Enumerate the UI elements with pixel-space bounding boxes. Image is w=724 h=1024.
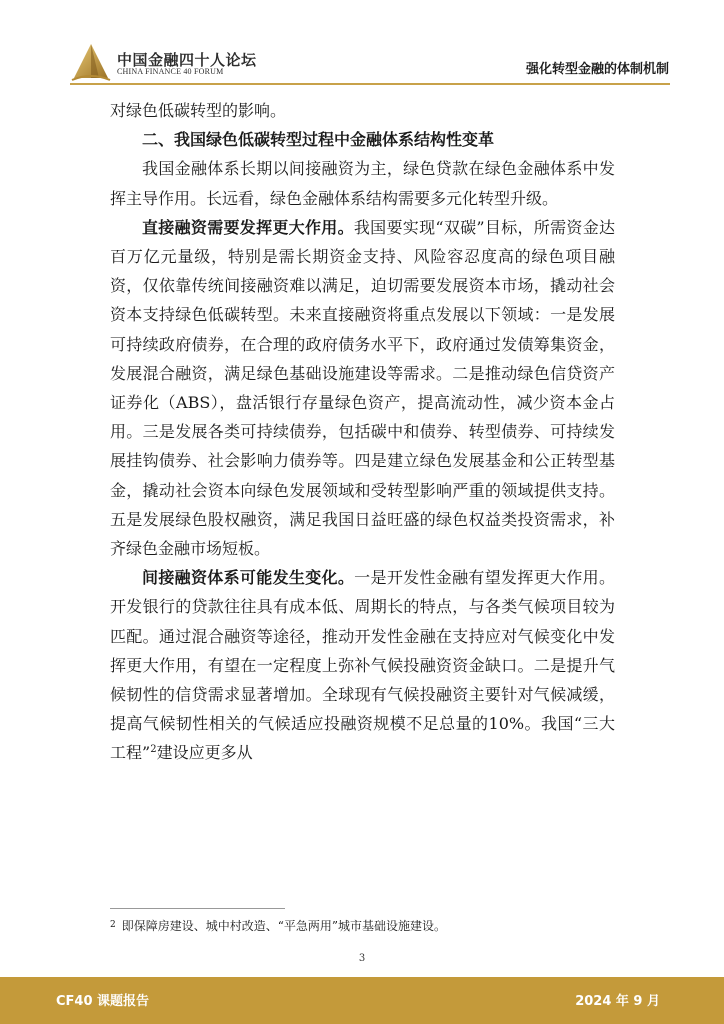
footnote-reference[interactable]: 2 — [150, 744, 157, 756]
page-number: 3 — [358, 953, 366, 964]
footnote-divider — [110, 908, 285, 909]
footer-series-label: CF40 课题报告 — [56, 994, 150, 1009]
paragraph-indirect-financing — [110, 563, 615, 767]
forum-logo-icon — [70, 42, 112, 82]
paragraph-tail-indirect: 建设应更多从 — [156, 743, 253, 763]
paragraph-direct-financing — [110, 213, 615, 563]
paragraph-overview: 我国金融体系长期以间接融资为主，绿色贷款在绿色金融体系中发挥主导作用。长远看，绿色金融体系结构需要多元化转型升级。 — [110, 159, 615, 208]
document-body — [110, 96, 615, 768]
page-footer — [0, 977, 724, 1024]
paragraph-lead-indirect: 间接融资体系可能发生变化。 — [142, 568, 355, 588]
paragraph-lead-direct: 直接融资需要发挥更大作用。 — [142, 217, 354, 237]
paragraph-continuation: 对绿色低碳转型的影响。 — [110, 101, 287, 120]
header-report-title: 强化转型金融的体制机制 — [525, 62, 669, 77]
logo-english-name: CHINA FINANCE 40 FORUM — [117, 67, 224, 76]
footer-date: 2024 年 9 月 — [575, 994, 660, 1009]
logo-chinese-name: 中国金融四十人论坛 — [117, 51, 257, 69]
section-heading: 二、我国绿色低碳转型过程中金融体系结构性变革 — [142, 130, 495, 150]
paragraph-body-indirect: 一是开发性金融有望发挥更大作用。开发银行的贷款往往具有成本低、周期长的特点，与各类气候项目较为匹配。通过混合融资等途径，推动开发性金融在支持应对气候变化中发挥更大作用，有望在一定程度上弥补气候投融资资金缺口。二是提升气候韧性的信贷需求显著增加。全球现有气候投融资主要针对气候减缓，提高气候韧性相关的气候适应投融资规模不足总量的10%。我国“三大工程” — [110, 568, 615, 763]
footnote-text: 即保障房建设、城中村改造、“平急两用”城市基础设施建设。 — [121, 919, 447, 933]
header-divider — [70, 83, 670, 85]
footnote-marker: 2 — [110, 920, 116, 930]
paragraph-body-direct: 我国要实现“双碳”目标，所需资金达百万亿元量级，特别是需长期资金支持、风险容忍度高的绿色项目融资，仅依靠传统间接融资难以满足，迫切需要发展资本市场，撬动社会资本支持绿色低碳转型。未来直接融资将重点发展以下领域：一是发展可持续政府债券，在合理的政府债务水平下，政府通过发债筹集资金，发展混合融资，满足绿色基础设施建设等需求。二是推动绿色信贷资产证券化（ABS），盘活银行存量绿色资产，提高流动性，减少资本金占用。三是发展各类可持续债券，包括碳中和债券、转型债券、可持续发展挂钩债券、社会影响力债券等。四是建立绿色发展基金和公正转型基金，撬动社会资本向绿色发展领域和受转型影响严重的领域提供支持。五是发展绿色股权融资，满足我国日益旺盛的绿色权益类投资需求，补齐绿色金融市场短板。 — [110, 217, 615, 559]
page-header — [0, 0, 724, 84]
footnote — [110, 917, 615, 934]
